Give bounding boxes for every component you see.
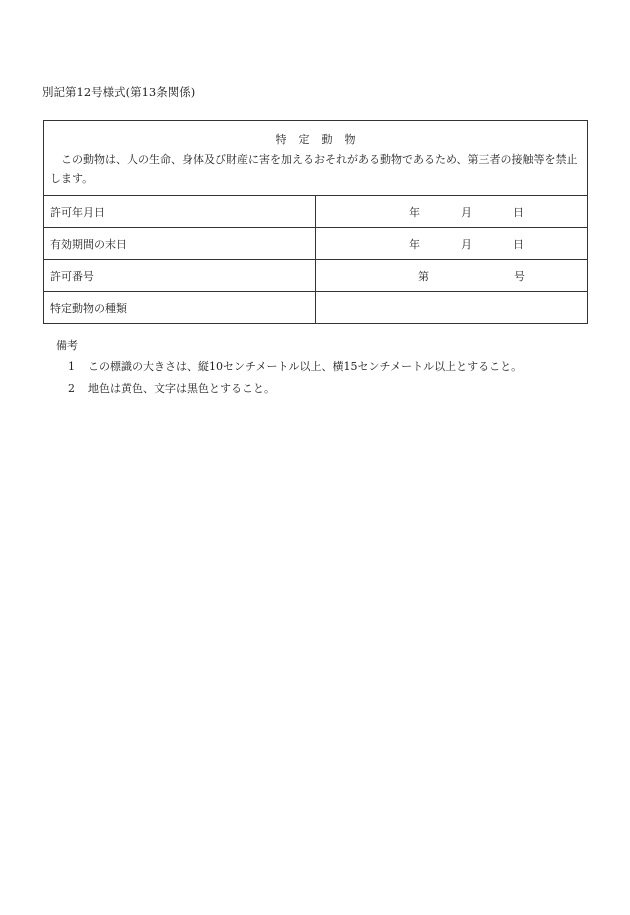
notes-section xyxy=(56,337,522,402)
month-unit: 月 xyxy=(461,205,472,219)
animal-type-label: 特定動物の種類 xyxy=(44,292,316,324)
expiry-date-value xyxy=(316,228,588,260)
permit-date-label: 許可年月日 xyxy=(44,196,316,228)
table-row xyxy=(44,196,588,228)
note-text: 地色は黄色、文字は黒色とすること。 xyxy=(88,382,275,395)
sign-header-cell xyxy=(44,121,588,196)
sign-title-char: 動 xyxy=(321,132,333,146)
permit-number-value xyxy=(316,260,588,292)
note-text: この標識の大きさは、縦10センチメートル以上、横15センチメートル以上とすること。 xyxy=(88,360,523,373)
month-unit: 月 xyxy=(461,237,472,251)
sign-body-text: この動物は、人の生命、身体及び財産に害を加えるおそれがある動物であるため、第三者の接触等を禁止します。 xyxy=(50,152,578,185)
list-item xyxy=(68,380,522,396)
notes-heading: 備考 xyxy=(56,339,78,352)
expiry-date-label: 有効期間の末日 xyxy=(44,228,316,260)
animal-type-value xyxy=(316,292,588,324)
sign-title-char: 定 xyxy=(298,132,310,146)
year-unit: 年 xyxy=(409,237,420,251)
note-number: 1 xyxy=(68,360,75,373)
number-suffix: 号 xyxy=(514,269,525,283)
sign-title-char: 物 xyxy=(344,132,356,146)
sign-title-char: 特 xyxy=(275,132,287,146)
permit-number-label: 許可番号 xyxy=(44,260,316,292)
day-unit: 日 xyxy=(513,237,524,251)
permit-date-value xyxy=(316,196,588,228)
table-row xyxy=(44,260,588,292)
form-number-label: 別記第12号様式(第13条関係) xyxy=(42,85,196,99)
day-unit: 日 xyxy=(513,205,524,219)
table-row xyxy=(44,292,588,324)
sign-title xyxy=(50,131,581,147)
year-unit: 年 xyxy=(409,205,420,219)
list-item xyxy=(68,358,522,374)
sign-table xyxy=(43,120,588,324)
note-number: 2 xyxy=(68,382,75,395)
number-prefix: 第 xyxy=(418,269,429,283)
table-row xyxy=(44,228,588,260)
